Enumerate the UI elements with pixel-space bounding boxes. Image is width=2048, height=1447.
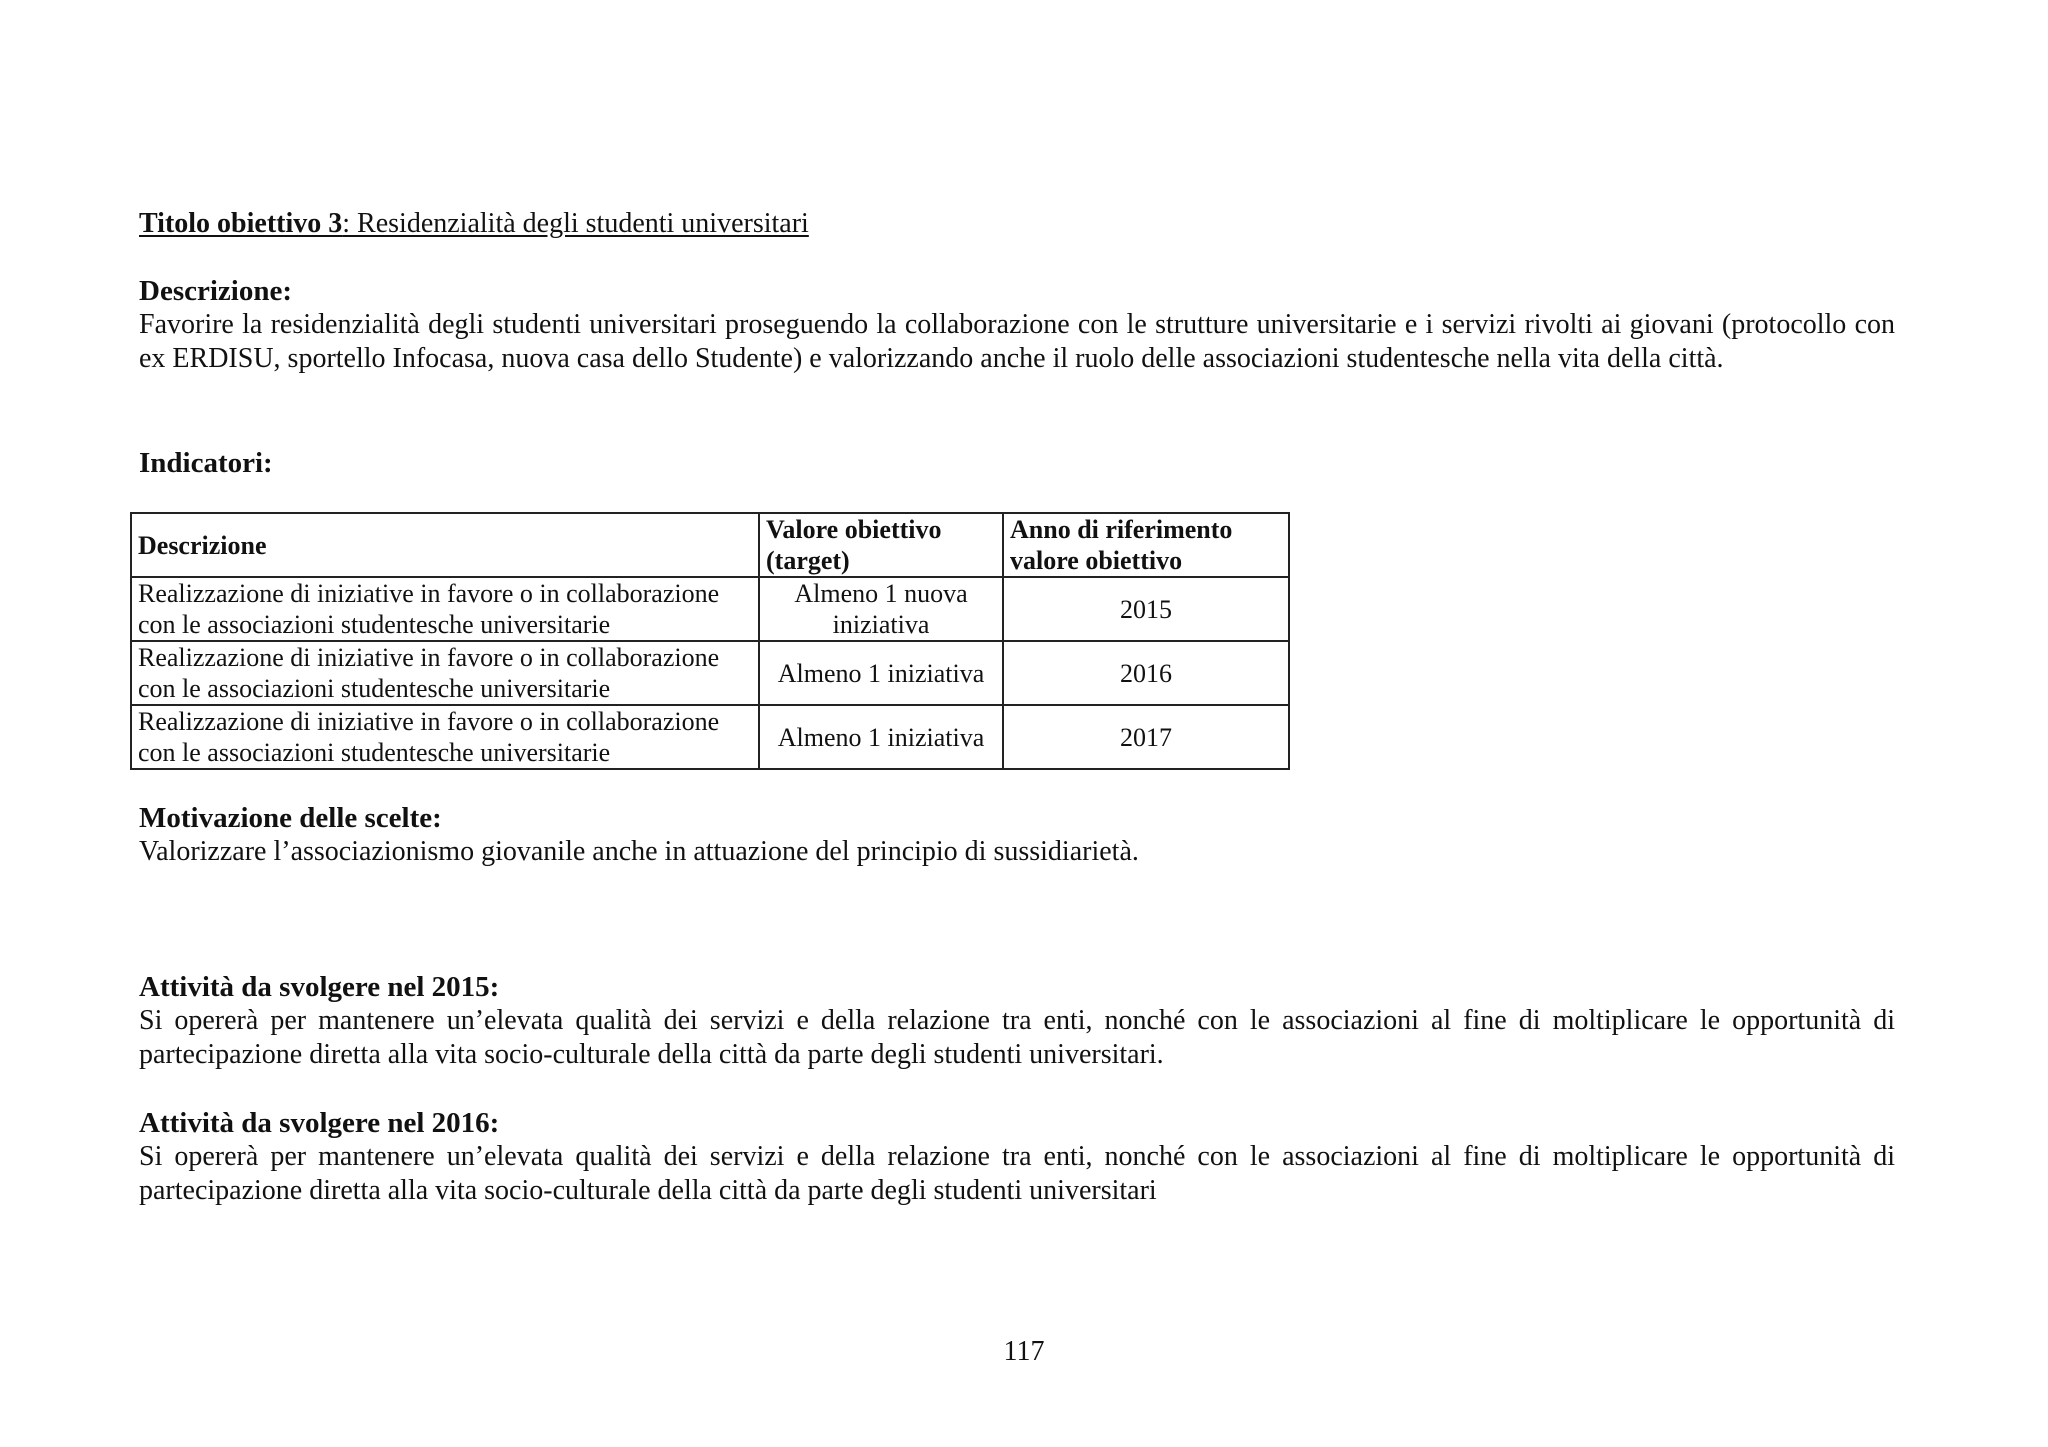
table-row (131, 577, 1289, 641)
objective-title-text: : Residenzialità degli studenti universitari (342, 208, 809, 239)
table-cell: Realizzazione di iniziative in favore o in collaborazione con le associazioni studentesche universitarie (131, 577, 759, 641)
description-body: Favorire la residenzialità degli studenti universitari proseguendo la collaborazione con le strutture universitarie e i servizi rivolti ai giovani (protocollo con ex ERDISU, sportello Infocasa, nuova casa dello Studente) e valorizzando anche il ruolo delle associazioni studentesche nella vita della città. (139, 309, 1895, 374)
activities-2016-body: Si opererà per mantenere un’elevata qualità dei servizi e della relazione tra enti, nonché con le associazioni al fine di moltiplicare le opportunità di partecipazione diretta alla vita socio-culturale della città da parte degli studenti universitari (139, 1141, 1895, 1206)
table-cell: Almeno 1 nuova iniziativa (759, 577, 1003, 641)
motivation-heading: Motivazione delle scelte: (139, 802, 442, 834)
table-row (131, 641, 1289, 705)
activities-2015-section (139, 970, 1895, 1072)
table-header-cell: Valore obiettivo (target) (759, 513, 1003, 577)
objective-title (139, 207, 1895, 241)
table-row (131, 705, 1289, 769)
page-number: 117 (1003, 1336, 1045, 1367)
table-header-cell: Anno di riferimento valore obiettivo (1003, 513, 1289, 577)
table-cell: Realizzazione di iniziative in favore o in collaborazione con le associazioni studentesche universitarie (131, 641, 759, 705)
table-cell: Almeno 1 iniziativa (759, 705, 1003, 769)
indicators-heading: Indicatori: (139, 447, 273, 479)
table-cell: Realizzazione di iniziative in favore o in collaborazione con le associazioni studentesche universitarie (131, 705, 759, 769)
motivation-body: Valorizzare l’associazionismo giovanile anche in attuazione del principio di sussidiarietà. (139, 836, 1139, 867)
activities-2016-heading: Attività da svolgere nel 2016: (139, 1107, 500, 1139)
table-header-cell: Descrizione (131, 513, 759, 577)
indicators-table (130, 512, 1290, 770)
table-header-row (131, 513, 1289, 577)
indicators-section (139, 446, 1895, 480)
objective-title-label: Titolo obiettivo 3 (139, 208, 343, 239)
motivation-section (139, 801, 1895, 869)
table-cell: 2017 (1003, 705, 1289, 769)
activities-2016-section (139, 1106, 1895, 1208)
description-heading: Descrizione: (139, 275, 292, 307)
activities-2015-body: Si opererà per mantenere un’elevata qualità dei servizi e della relazione tra enti, nonché con le associazioni al fine di moltiplicare le opportunità di partecipazione diretta alla vita socio-culturale della città da parte degli studenti universitari. (139, 1005, 1895, 1070)
table-cell: 2015 (1003, 577, 1289, 641)
description-section (139, 274, 1895, 376)
table-cell: Almeno 1 iniziativa (759, 641, 1003, 705)
activities-2015-heading: Attività da svolgere nel 2015: (139, 971, 500, 1003)
table-cell: 2016 (1003, 641, 1289, 705)
